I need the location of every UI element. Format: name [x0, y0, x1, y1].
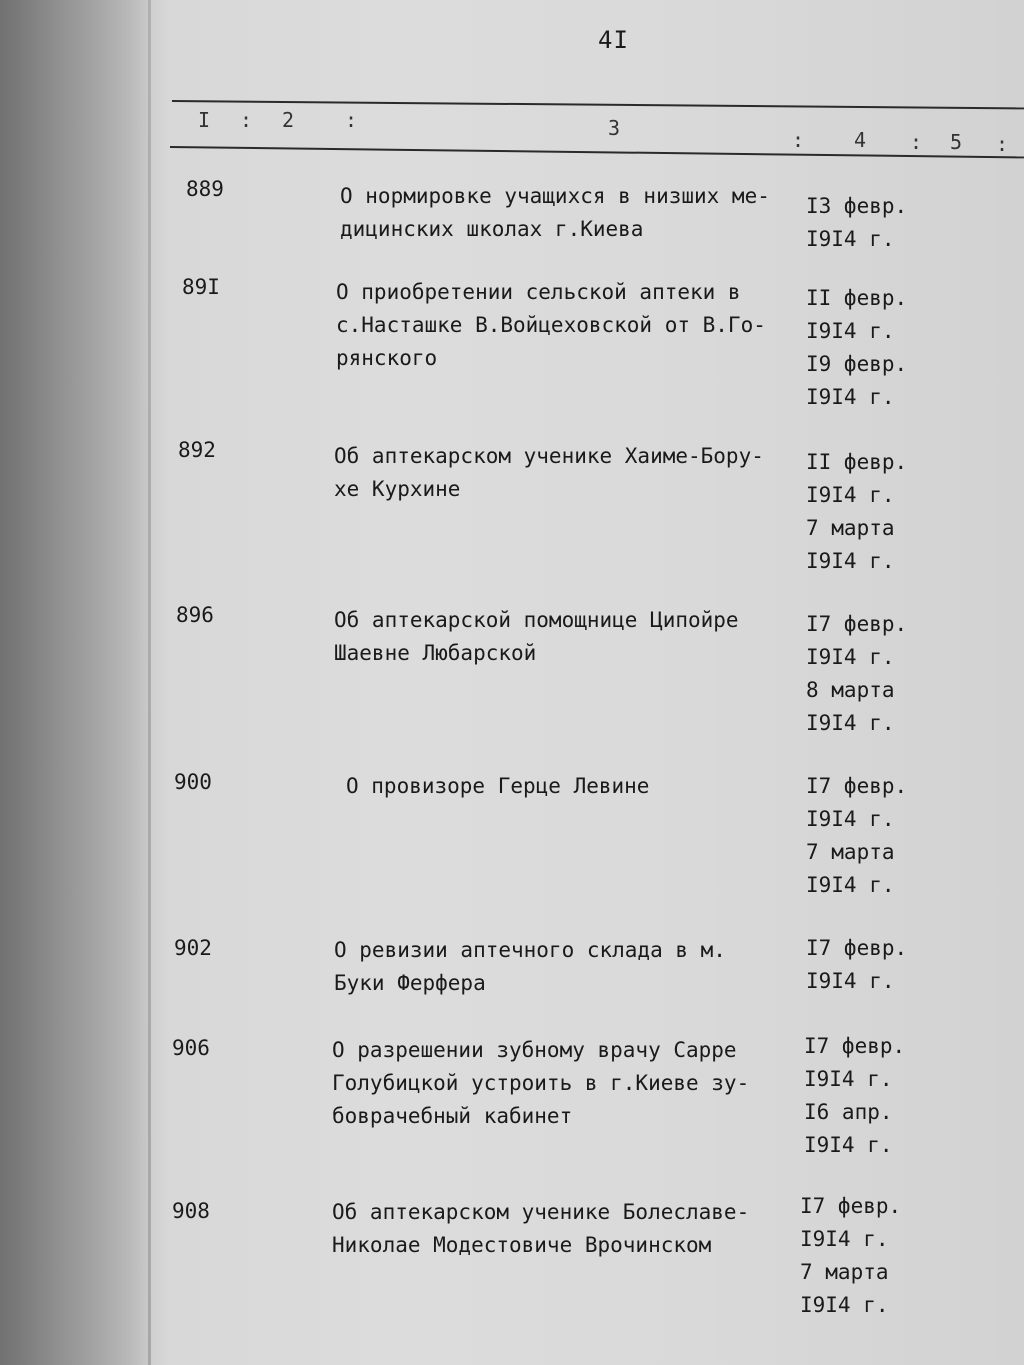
entry-title: О разрешении зубному врачу Сарре Голубицкой устроить в г.Киеве зу- боврачебный кабинет	[332, 1038, 750, 1128]
entry-dates: I7 февр. I9I4 г. I6 апр. I9I4 г.	[804, 1034, 906, 1157]
entry-title: О нормировке учащихся в низших ме- дицинских школах г.Киева	[340, 184, 770, 241]
header-rule-bottom	[170, 146, 1024, 158]
header-rule-top	[172, 100, 1024, 109]
column-header-5: 5	[950, 130, 963, 154]
entry-number: 89I	[182, 275, 220, 299]
column-header-2: 2	[282, 108, 295, 132]
entry-dates: II февр. I9I4 г. 7 марта I9I4 г.	[806, 450, 908, 573]
column-header-4: 4	[854, 128, 867, 152]
column-separator-5: :	[996, 132, 1009, 156]
entry-dates: I7 февр. I9I4 г. 7 марта I9I4 г.	[800, 1194, 902, 1317]
entry-dates: I7 февр. I9I4 г. 7 марта I9I4 г.	[806, 774, 908, 897]
column-separator-3: :	[792, 128, 805, 152]
entry-number: 902	[174, 936, 212, 960]
entry-dates: II февр. I9I4 г. I9 февр. I9I4 г.	[806, 286, 908, 409]
page-number: 4I	[598, 26, 629, 54]
entry-title: О приобретении сельской аптеки в с.Насташке В.Войцеховской от В.Го- рянского	[336, 280, 766, 370]
entry-number: 906	[172, 1036, 210, 1060]
entry-title: Об аптекарском ученике Болеславе- Николае Модестовиче Врочинском	[332, 1200, 750, 1257]
entry-dates: I3 февр. I9I4 г.	[806, 194, 908, 251]
column-header-1: I	[198, 108, 211, 132]
binding-shadow	[0, 0, 150, 1365]
column-separator-2: :	[345, 108, 358, 132]
entry-number: 889	[186, 177, 224, 201]
entry-title: Об аптекарском ученике Хаиме-Бору- хе Курхине	[334, 444, 764, 501]
entry-title: Об аптекарской помощнице Ципойре Шаевне Любарской	[334, 608, 739, 665]
entry-number: 908	[172, 1199, 210, 1223]
column-separator-1: :	[240, 108, 253, 132]
column-separator-4: :	[910, 130, 923, 154]
entry-number: 900	[174, 770, 212, 794]
entry-dates: I7 февр. I9I4 г.	[806, 936, 908, 993]
entry-number: 892	[178, 438, 216, 462]
entry-number: 896	[176, 603, 214, 627]
entry-title: О ревизии аптечного склада в м. Буки Ферфера	[334, 938, 726, 995]
page-edge	[148, 0, 151, 1365]
entry-dates: I7 февр. I9I4 г. 8 марта I9I4 г.	[806, 612, 908, 735]
column-header-3: 3	[608, 116, 621, 140]
entry-title: О провизоре Герце Левине	[346, 774, 650, 798]
